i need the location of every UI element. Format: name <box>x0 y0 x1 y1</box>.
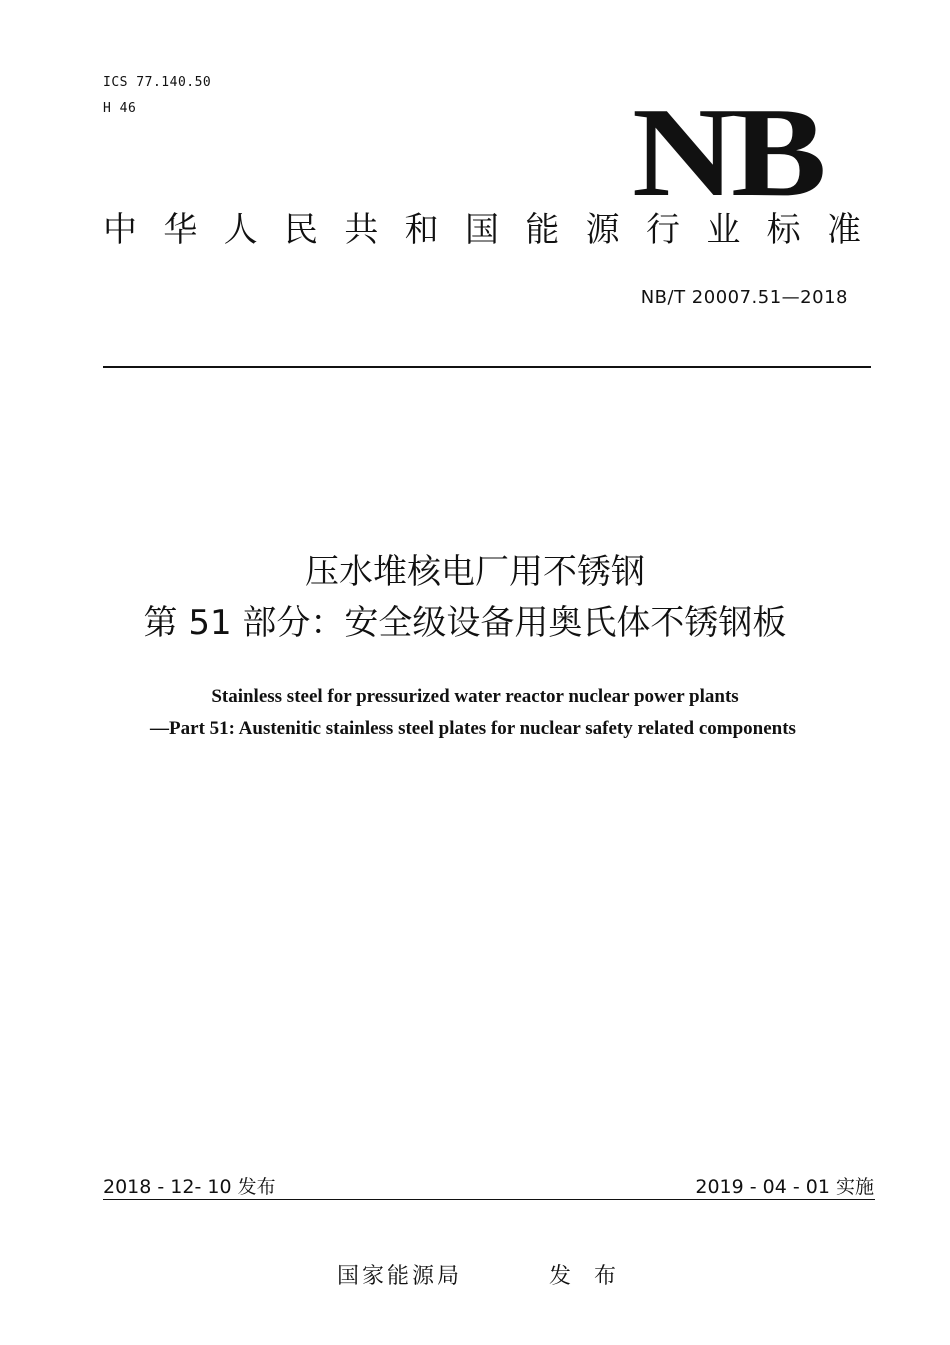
footer-divider <box>103 1199 875 1200</box>
nb-logo: NB <box>632 81 823 223</box>
organization-title: 中华人民共和国能源行业标准 <box>103 210 863 250</box>
implementation-date: 2019 - 04 - 01 实施 <box>695 1176 874 1198</box>
issue-verb: 发 布 <box>549 1264 624 1289</box>
chinese-title-line-2: 第 51 部分：安全级设备用奥氏体不锈钢板 <box>143 603 787 643</box>
ics-code: ICS 77.140.50 <box>103 75 212 90</box>
english-title-line-2: —Part 51: Austenitic stainless steel plates for nuclear safety related components <box>150 718 796 739</box>
english-title-line-1: Stainless steel for pressurized water reactor nuclear power plants <box>211 686 739 707</box>
header-divider <box>103 366 871 368</box>
issuer: 国家能源局 <box>337 1264 463 1289</box>
issue-date: 2018 - 12- 10 发布 <box>103 1176 276 1198</box>
category-code: H 46 <box>103 101 137 116</box>
chinese-title-line-1: 压水堆核电厂用不锈钢 <box>305 552 645 592</box>
standard-number: NB/T 20007.51—2018 <box>640 287 848 308</box>
